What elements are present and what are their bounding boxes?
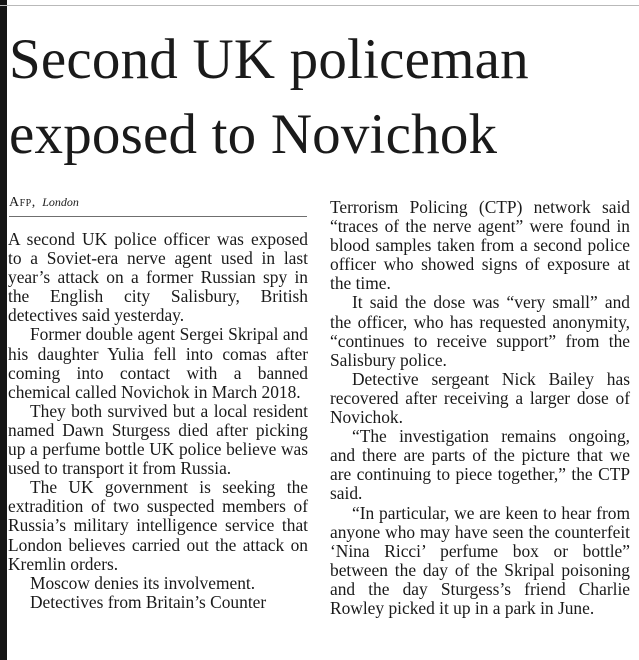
paragraph: “In particular, we are keen to hear from anyone who may have seen the counterfeit ‘Nina Ricci’ perfume box or bottle” between the day of the Skripal poisoning and the day Sturgess’s friend Charlie Rowley picked it up in a park in June. (330, 502, 630, 618)
byline-place: London (42, 195, 79, 209)
paragraph: A second UK police officer was exposed to a Soviet-era nerve agent used in last year’s attack on a former Russian spy in the English city Salisbury, British detectives said yesterday. (8, 229, 308, 326)
headline-line-2: exposed to Novichok (9, 103, 498, 166)
paragraph: Detectives from Britain’s Counter (30, 591, 267, 612)
paragraph: The UK government is seeking the extradition of two suspected members of Russia’s military intelligence service that London believes carried out the attack on Kremlin orders. (8, 477, 308, 574)
headline-line-1: Second UK policeman (9, 28, 529, 91)
paragraph: “The investigation remains ongoing, and there are parts of the picture that we are continuing to piece together,” the CTP said. (330, 426, 630, 504)
byline (9, 193, 307, 217)
top-rule (0, 0, 639, 6)
headline (9, 22, 639, 172)
article-column-right (330, 198, 630, 618)
paragraph: Former double agent Sergei Skripal and his daughter Yulia fell into comas after coming into contact with a banned chemical called Novichok in March 2018. (8, 324, 308, 402)
page-edge-shadow (0, 0, 7, 660)
paragraph: Detective sergeant Nick Bailey has recovered after receiving a larger dose of Novichok. (330, 368, 630, 428)
article-column-left (8, 230, 308, 612)
paragraph: Terrorism Policing (CTP) network said “traces of the nerve agent” were found in blood samples taken from a second police officer who showed signs of exposure at the time. (330, 197, 630, 294)
byline-agency: Afp, (9, 195, 36, 210)
paragraph: Moscow denies its involvement. (30, 572, 256, 593)
paragraph: They both survived but a local resident named Dawn Sturgess died after picking up a perfume bottle UK police believe was used to transport it from Russia. (8, 400, 308, 479)
paragraph: It said the dose was “very small” and the officer, who has requested anonymity, “continues to receive support” from the Salisbury police. (330, 292, 630, 370)
